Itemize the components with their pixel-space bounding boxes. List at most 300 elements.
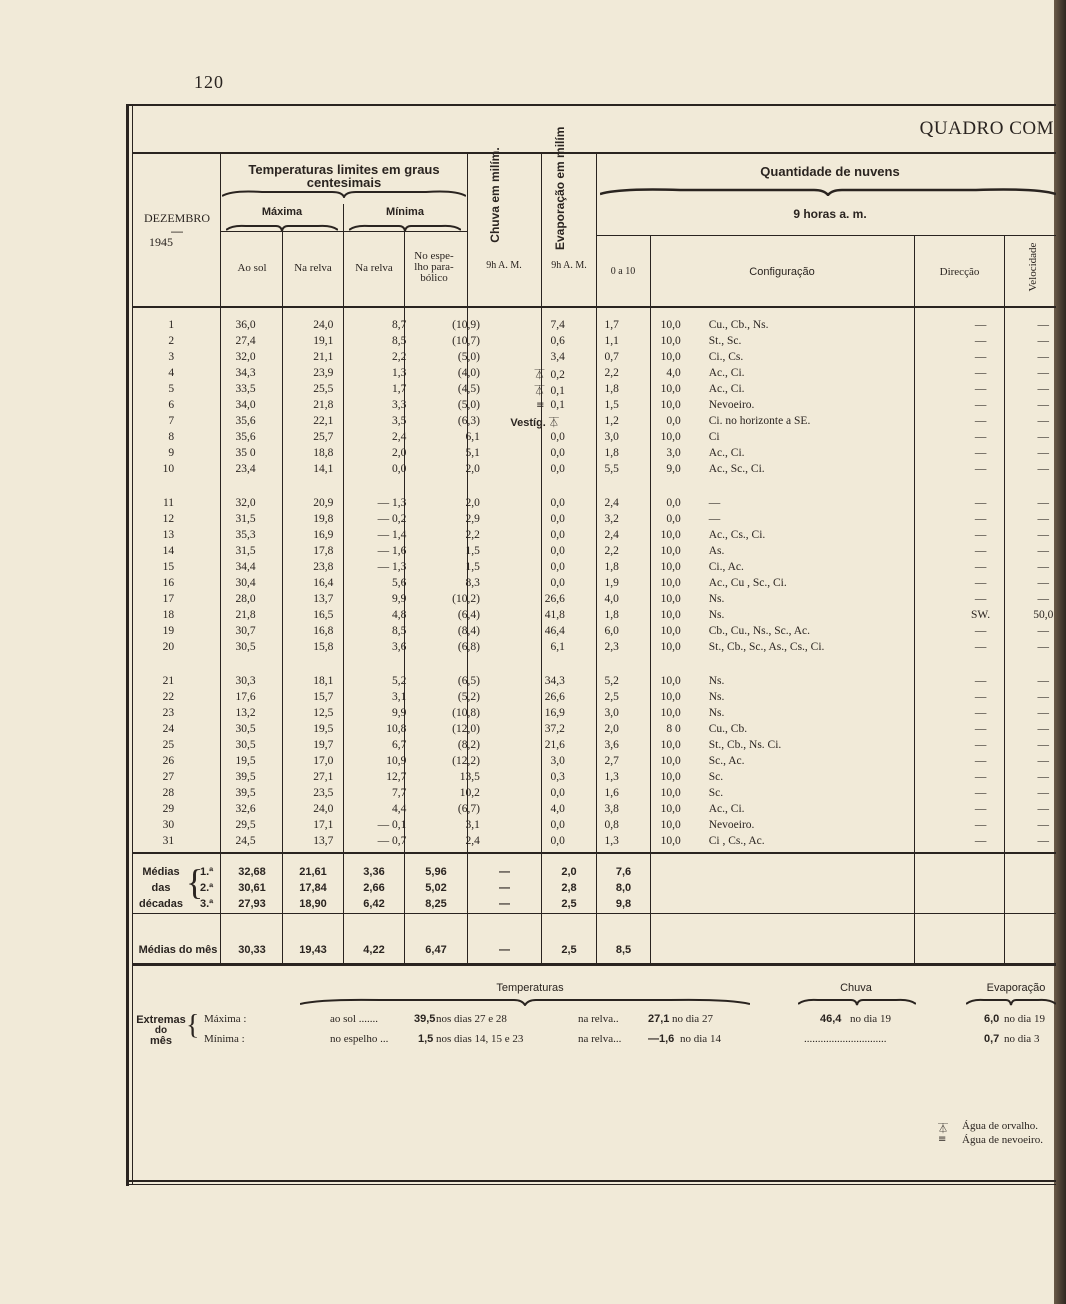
cell-day: 14 [162,545,175,557]
cell-eva: 2,5 [604,691,619,703]
cell-rel: 18,8 [313,447,334,459]
cell-cfg: Ci., Cs. [708,351,744,363]
cell-chu [494,349,571,365]
cell-nub: 10,0 [660,431,681,443]
header-nuvens: Quantidade de nuvens [760,164,900,179]
cell-esp: 8,3 [465,577,480,589]
cell-min: 3,6 [391,641,407,653]
cell-cfg: Nevoeiro. [708,399,755,411]
cell-eva: 1,8 [604,447,619,459]
cell-day: 31 [162,835,175,847]
chuva-value: 0,0 [550,577,565,589]
cell-rel: 22,1 [313,415,334,427]
cell-nub: 10,0 [660,771,681,783]
table-row [130,801,1066,817]
cell-sol: 19,5 [235,755,256,767]
medias-decada-cell: 8,25 [425,898,447,910]
medias-decada-cell: 7,6 [615,866,632,878]
cell-esp: 5,1 [465,447,480,459]
header-col-relva: Na relva [294,262,332,274]
cell-sol: 32,0 [235,351,256,363]
cell-rel: 20,9 [313,497,334,509]
chuva-value: 16,9 [544,707,565,719]
cell-eva: 1,6 [604,787,619,799]
cell-dir: — [974,513,987,525]
cell-nub: 10,0 [660,561,681,573]
cell-vel: — [1037,447,1050,459]
cell-cfg: Ac., Ci. [708,447,745,459]
cell-chu [494,721,571,737]
chuva-value: 6,1 [550,641,565,653]
header-year: 1945 [149,235,173,249]
chuva-value: 0,1 [550,384,565,397]
cell-nub: 10,0 [660,691,681,703]
cell-esp: (10,7) [452,335,480,347]
table-row [130,705,1066,721]
cell-cfg: As. [708,545,725,557]
cell-sol: 30,7 [235,625,256,637]
brace-ext-chuva [798,996,916,1006]
page-number: 120 [194,72,224,92]
cell-dir: — [974,707,987,719]
cell-min: 8,5 [391,335,407,347]
cell-sol: 35 0 [235,447,256,459]
cell-day: 1 [168,319,175,331]
header-min: Mínima [386,206,424,218]
cell-sol: 32,0 [235,497,256,509]
cell-eva: 2,7 [604,755,619,767]
cell-esp: (8,4) [457,625,480,637]
cell-eva: 1,2 [604,415,619,427]
cell-vel: — [1037,593,1050,605]
medias-label-3: décadas [138,898,184,910]
cell-nub: 10,0 [660,399,681,411]
header-col-config: Configuração [749,266,815,278]
header-bottom-rule [132,306,1056,308]
cell-rel: 21,8 [313,399,334,411]
cell-sol: 35,6 [235,431,256,443]
row-gap [130,477,1066,495]
cell-vel: — [1037,367,1050,379]
table-row [130,737,1066,753]
chuva-value: 0,6 [550,335,565,347]
cell-dir: — [974,641,987,653]
decada-brace: { [186,862,204,902]
cell-rel: 16,5 [313,609,334,621]
cell-nub: 10,0 [660,545,681,557]
cell-dir: — [974,819,987,831]
header-col-velocidade: Velocidade [1027,242,1039,292]
cell-dir: — [974,545,987,557]
cell-day: 7 [168,415,175,427]
cell-chu [494,607,571,623]
cell-eva: 6,0 [604,625,619,637]
cell-day: 13 [162,529,175,541]
cell-day: 17 [162,593,175,605]
row-gap-cell [130,655,1066,673]
cell-vel: — [1037,819,1050,831]
cell-eva: 1,3 [604,771,619,783]
decada-2: 2.ª [200,882,214,894]
cell-dir: — [974,529,987,541]
cell-chu [494,495,571,511]
cell-cfg: Ac., Ci. [708,367,745,379]
ext-max-rel-val: 27,1 [648,1013,670,1025]
extremas-label-1: Extremas [136,1014,186,1026]
cell-eva: 5,2 [604,675,619,687]
ext-min-evap-txt: no dia 3 [1004,1033,1040,1045]
table-row [130,381,1066,397]
cell-eva: 1,1 [604,335,619,347]
medias-decada-cell: 5,02 [425,882,447,894]
chuva-value: 0,2 [550,368,565,381]
cell-vel: — [1037,335,1050,347]
table-row [130,511,1066,527]
cell-esp: (5,0) [457,351,480,363]
cell-esp: 1,5 [465,545,480,557]
cell-eva: 2,3 [604,641,619,653]
chuva-value: 0,0 [550,463,565,475]
cell-esp: 10,2 [459,787,480,799]
medias-mes-cell: — [499,944,510,956]
cell-dir: — [974,577,987,589]
header-max: Máxima [261,206,303,218]
cell-rel: 23,8 [313,561,334,573]
chuva-value: 26,6 [544,691,565,703]
cell-rel: 25,7 [313,431,334,443]
cell-rel: 19,5 [313,723,334,735]
header-hora-evap: 9h A. M. [551,260,587,271]
ext-max-sol-val: 39,5 [414,1013,436,1025]
cell-rel: 13,7 [313,593,334,605]
cell-rel: 25,5 [313,383,334,395]
table-row [130,495,1066,511]
cell-esp: 2,4 [465,835,480,847]
cell-cfg: Ac., Ci. [708,803,745,815]
header-col-direccao: Direcção [939,266,980,278]
cell-vel: — [1037,707,1050,719]
cell-rel: 19,7 [313,739,334,751]
extremas-head-chuva: Chuva [840,982,872,994]
medias-top-rule [132,852,1056,854]
cell-eva: 2,2 [604,545,619,557]
cell-nub: 10,0 [660,819,681,831]
cell-cfg: Sc., Ac. [708,755,745,767]
cell-day: 24 [162,723,175,735]
cell-chu [494,445,571,461]
cell-sol: 17,6 [235,691,256,703]
cell-day: 2 [168,335,175,347]
cell-min: 1,3 [391,367,407,379]
cell-day: 20 [162,641,175,653]
cell-esp: (12,2) [452,755,480,767]
table-row [130,527,1066,543]
cell-day: 19 [162,625,175,637]
cell-sol: 23,4 [235,463,256,475]
cell-sol: 30,3 [235,675,256,687]
frame-bottom-2 [126,1184,1056,1185]
legend-fog-icon: ≡ [938,1134,947,1145]
cell-sol: 30,5 [235,641,256,653]
cell-chu [494,381,571,397]
extremas-brace: { [186,1010,200,1041]
cell-dir: — [974,463,987,475]
cell-sol: 34,4 [235,561,256,573]
row-gap [130,655,1066,673]
medias-decada-cell: — [499,898,510,910]
table-row [130,785,1066,801]
ext-max-evap-val: 6,0 [984,1013,1000,1025]
cell-cfg: Nevoeiro. [708,819,755,831]
cell-esp: (4,5) [457,383,480,395]
cell-cfg: St., Cb., Sc., As., Cs., Ci. [708,641,825,653]
table-row [130,575,1066,591]
cell-dir: — [974,415,987,427]
vestigios-label: Vestíg. [510,416,549,429]
cell-eva: 3,0 [604,707,619,719]
cell-min: 7,7 [391,787,407,799]
cell-dir: — [974,675,987,687]
cell-esp: (6,5) [457,675,480,687]
cell-esp: 1,5 [465,561,480,573]
table-row [130,721,1066,737]
ext-max-chuva-val: 46,4 [820,1013,842,1025]
cell-day: 3 [168,351,175,363]
medias-decada-cell: 32,68 [238,866,266,878]
header-evap: Evaporação em milím [553,126,567,250]
cell-day: 6 [168,399,175,411]
table-row [130,365,1066,381]
table-row [130,833,1066,849]
cell-vel: — [1037,771,1050,783]
cell-cfg: Ns. [708,593,725,605]
cell-min: 9,9 [391,707,407,719]
cell-esp: (10,8) [452,707,480,719]
cell-sol: 34,3 [235,367,256,379]
cell-min: 2,2 [391,351,407,363]
header-temp-group: Temperaturas limites em graus centesimais [248,162,440,190]
cell-cfg: Ac., Cs., Ci. [708,529,766,541]
cell-dir: — [974,447,987,459]
medias-decada-cell: 9,8 [615,898,632,910]
cell-eva: 2,4 [604,497,619,509]
cell-nub: 10,0 [660,739,681,751]
cell-day: 27 [162,771,175,783]
medias-decada-cell: 27,93 [238,898,266,910]
header-col-relva-min: Na relva [355,262,393,274]
table-row [130,461,1066,477]
ext-max-sol-key: ao sol ....... [330,1013,378,1025]
cell-chu [494,397,571,413]
cell-esp: (5,2) [457,691,480,703]
cell-chu [494,689,571,705]
cell-nub: 10,0 [660,803,681,815]
medias-decada-cell: 21,61 [299,866,327,878]
cell-dir: — [974,625,987,637]
cell-dir: — [974,561,987,573]
extremas-head-evap: Evaporação [986,982,1046,994]
cell-rel: 27,1 [313,771,334,783]
cell-dir: — [974,335,987,347]
cell-vel: — [1037,787,1050,799]
cell-esp: (10,2) [452,593,480,605]
cell-vel: — [1037,755,1050,767]
table-row [130,753,1066,769]
cell-chu [494,461,571,477]
cell-min: 3,5 [391,415,407,427]
ext-max-sol-txt: nos dias 27 e 28 [436,1013,507,1025]
medias-decada-cell: 2,8 [561,882,577,894]
cell-eva: 1,8 [604,609,619,621]
cell-cfg: Ci., Ac. [708,561,744,573]
cell-rel: 13,7 [313,835,334,847]
cell-chu [494,413,571,429]
cell-nub: 10,0 [660,529,681,541]
cell-rel: 14,1 [313,463,334,475]
cell-chu [494,639,571,655]
cell-min: 8,7 [391,319,407,331]
medias-decada-cell: — [499,866,510,878]
cell-min: 1,7 [391,383,407,395]
cell-esp: 6,1 [465,431,480,443]
dew-icon: ⏄ [534,385,545,397]
ext-max-chuva-txt: no dia 19 [850,1013,891,1025]
header-nove-horas: 9 horas a. m. [793,207,867,221]
cell-rel: 12,5 [313,707,334,719]
cell-sol: 33,5 [235,383,256,395]
extremas-label-3: mês [149,1035,173,1047]
cell-day: 5 [168,383,175,395]
cell-nub: 0,0 [666,415,681,427]
cell-min: 3,3 [391,399,407,411]
legend-dew-text: Água de orvalho. [962,1120,1039,1132]
cell-rel: 16,4 [313,577,334,589]
table-row [130,543,1066,559]
cell-chu [494,543,571,559]
cell-eva: 1,8 [604,561,619,573]
cell-rel: 19,1 [313,335,334,347]
ext-max-rel-txt: no dia 27 [672,1013,713,1025]
cell-min: — 1,4 [377,529,407,541]
cell-vel: — [1037,319,1050,331]
cell-cfg: Sc. [708,787,724,799]
brace-temp [222,188,466,198]
cell-nub: 10,0 [660,593,681,605]
cell-esp: 2,0 [465,463,480,475]
medias-decada-cell: 6,42 [363,898,385,910]
cell-vel: — [1037,415,1050,427]
header-chuva: Chuva em milím. [488,147,502,243]
cell-sol: 13,2 [235,707,256,719]
ext-min-label: Mínima : [204,1033,245,1045]
dew-icon: ⏄ [534,369,545,381]
cell-eva: 3,2 [604,513,619,525]
cell-sol: 32,6 [235,803,256,815]
medias-mes-cell: 6,47 [425,944,447,956]
cell-eva: 4,0 [604,593,619,605]
cell-eva: 1,9 [604,577,619,589]
cell-cfg: St., Cb., Ns. Ci. [708,739,782,751]
ext-min-chuva-dots: .............................. [804,1033,887,1045]
header-col-espelho: No espe-lho para-bólico [414,250,454,284]
cell-cfg: Ci [708,431,720,443]
cell-esp: (6,8) [457,641,480,653]
medias-mes-cell: 8,5 [615,944,632,956]
ext-min-rel-txt: no dia 14 [680,1033,721,1045]
table-row [130,559,1066,575]
cell-min: 3,1 [391,691,407,703]
cell-chu [494,673,571,689]
chuva-value: 46,4 [544,625,565,637]
row-gap-cell [130,477,1066,495]
cell-cfg: Ns. [708,609,725,621]
cell-esp: 2,9 [465,513,480,525]
table-row [130,769,1066,785]
cell-dir: — [974,723,987,735]
cell-vel: — [1037,431,1050,443]
cell-min: 8,5 [391,625,407,637]
cell-eva: 2,4 [604,529,619,541]
cell-cfg: Ci , Cs., Ac. [708,835,765,847]
cell-min: 2,4 [391,431,407,443]
cell-chu [494,591,571,607]
chuva-value: 0,0 [550,787,565,799]
table-row [130,689,1066,705]
chuva-value: 3,0 [550,755,565,767]
cell-vel: — [1037,399,1050,411]
brace-ext-evap [966,996,1056,1006]
cell-dir: — [974,367,987,379]
cell-sol: 29,5 [235,819,256,831]
table-row [130,591,1066,607]
cell-nub: 4,0 [666,367,681,379]
cell-rel: 24,0 [313,803,334,815]
header-dash: — [171,224,183,238]
cell-nub: 3,0 [666,447,681,459]
cell-chu [494,623,571,639]
cell-min: 4,4 [391,803,407,815]
cell-day: 26 [162,755,175,767]
ext-max-label: Máxima : [204,1013,247,1025]
table-row [130,413,1066,429]
cell-day: 16 [162,577,175,589]
cell-cfg: Ns. [708,707,725,719]
daily-data-table [130,317,1066,849]
brace-ext-temp [300,996,750,1006]
cell-min: 10,8 [386,723,407,735]
ext-max-evap-txt: no dia 19 [1004,1013,1045,1025]
cell-sol: 21,8 [235,609,256,621]
medias-decada-cell: — [499,882,510,894]
cell-cfg: Ac., Ci. [708,383,745,395]
cell-vel: — [1037,675,1050,687]
cell-nub: 10,0 [660,335,681,347]
header-top-rule [132,152,1056,154]
cell-cfg: Cb., Cu., Ns., Sc., Ac. [708,625,811,637]
extremas-label-2: do [154,1025,168,1036]
cell-dir: — [974,399,987,411]
cell-nub: 10,0 [660,755,681,767]
cell-esp: (6,4) [457,609,480,621]
cell-chu [494,527,571,543]
cell-cfg: Cu., Cb. [708,723,748,735]
cell-esp: (6,7) [457,803,480,815]
frame-bottom [126,1180,1056,1182]
cell-nub: 10,0 [660,641,681,653]
table-row [130,445,1066,461]
table-row [130,639,1066,655]
cell-dir: — [974,383,987,395]
